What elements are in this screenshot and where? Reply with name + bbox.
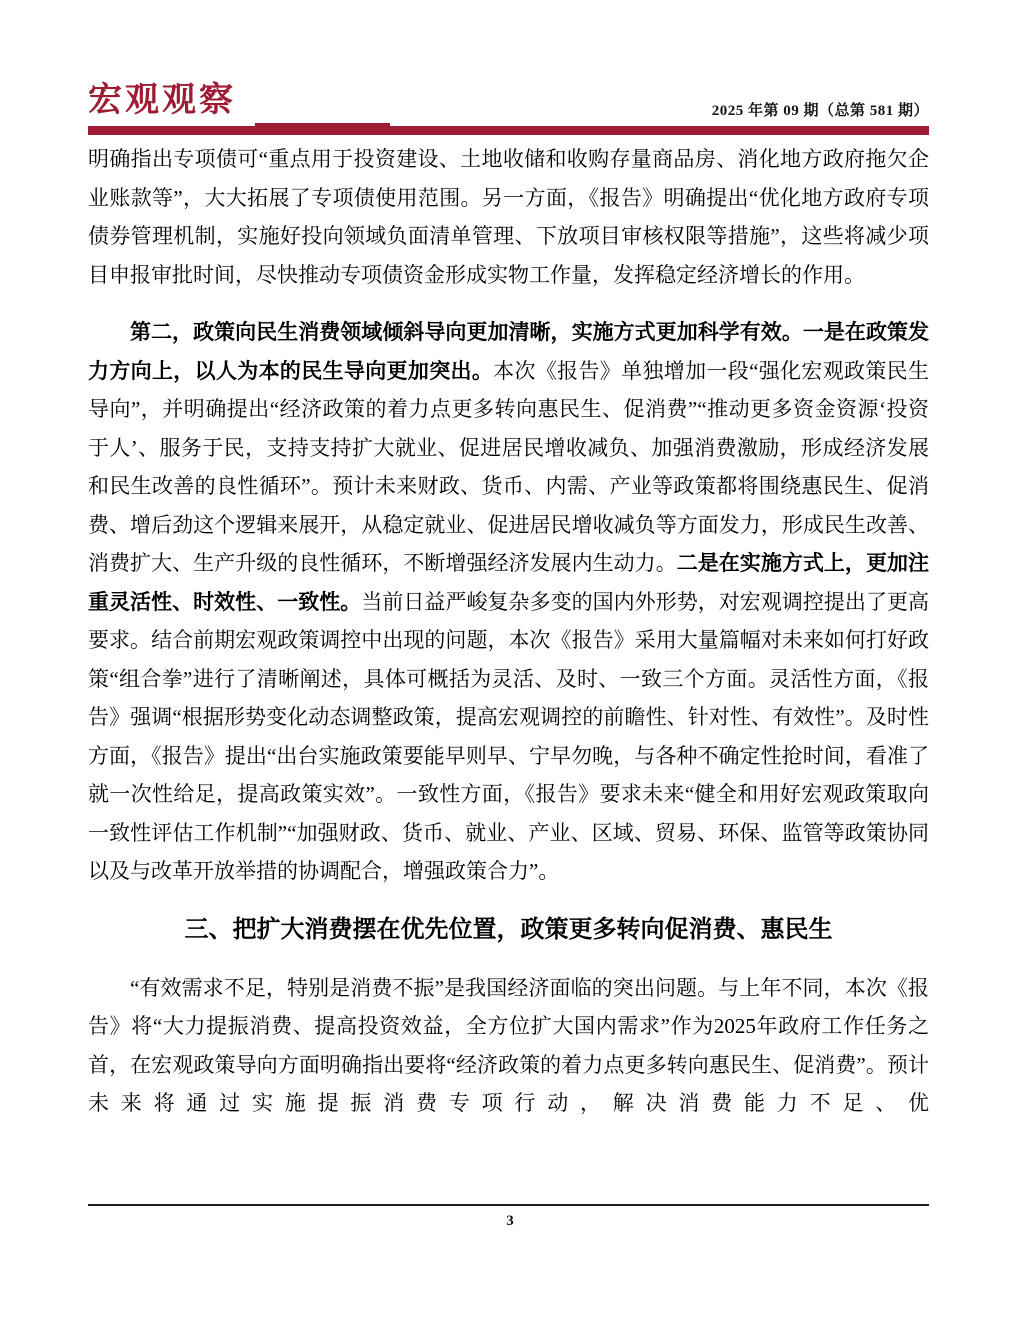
header-rule-accent-segment — [255, 123, 390, 135]
document-body — [88, 140, 929, 1142]
header-rule — [88, 126, 929, 135]
footer-rule — [88, 1204, 929, 1206]
paragraph — [88, 969, 929, 1123]
text-run: “有效需求不足，特别是消费不振”是我国经济面临的突出问题。与上年不同，本次《报告》将“大力提振消费、提高投资效益，全方位扩大国内需求”作为2025年政府工作任务之首，在宏观政策导向方面明确指出要将“经济政策的着力点更多转向惠民生、促消费”。预计未来将通过实施提振消费专项行动，解决消费能力不足、优 — [88, 975, 929, 1115]
issue-info: 2025 年第 09 期（总第 581 期） — [711, 103, 929, 119]
text-run: 当前日益严峻复杂多变的国内外形势，对宏观调控提出了更高要求。结合前期宏观政策调控中出现的问题，本次《报告》采用大量篇幅对未来如何打好政策“组合拳”进行了清晰阐述，具体可概括为灵活、及时、一致三个方面。灵活性方面，《报告》强调“根据形势变化动态调整政策，提高宏观调控的前瞻性、针对性、有效性”。及时性方面，《报告》提出“出台实施政策要能早则早、宁早勿晚，与各种不确定性抢时间，看准了就一次性给足，提高政策实效”。一致性方面，《报告》要求未来“健全和用好宏观政策取向一致性评估工作机制”“加强财政、货币、就业、产业、区域、贸易、环保、监管等政策协同以及与改革开放举措的协调配合，增强政策合力”。 — [88, 589, 930, 883]
paragraph — [88, 140, 929, 294]
journal-title: 宏观观察 — [88, 82, 236, 119]
text-run: 二是在实施方式上，更加注重灵活性、时效性、一致性。 — [88, 551, 929, 614]
section-heading: 三、把扩大消费摆在优先位置，政策更多转向促消费、惠民生 — [184, 916, 833, 943]
text-run: 本次《报告》单独增加一段“强化宏观政策民生导向”，并明确提出“经济政策的着力点更多转向惠民生、促消费”“推动更多资金资源‘投资于人’、服务于民，支持支持扩大就业、促进居民增收减负、加强消费激励，形成经济发展和民生改善的良性循环”。预计未来财政、货币、内需、产业等政策都将围绕惠民生、促消费、增后劲这个逻辑来展开，从稳定就业、促进居民增收减负等方面发力，形成民生改善、消费扩大、生产升级的良性循环，不断增强经济发展内生动力。 — [88, 358, 929, 575]
text-run: 明确指出专项债可“重点用于投资建设、土地收储和收购存量商品房、消化地方政府拖欠企业账款等”，大大拓展了专项债使用范围。另一方面，《报告》明确提出“优化地方政府专项债券管理机制，实施好投向领域负面清单管理、下放项目审核权限等措施”，这些将减少项目申报审批时间，尽快推动专项债资金形成实物工作量，发挥稳定经济增长的作用。 — [88, 147, 929, 287]
paragraph — [88, 313, 929, 891]
text-run: 第二，政策向民生消费领域倾斜导向更加清晰，实施方式更加科学有效。一是在政策发力方向上，以人为本的民生导向更加突出。 — [88, 320, 929, 383]
page-number: 3 — [506, 1213, 514, 1229]
